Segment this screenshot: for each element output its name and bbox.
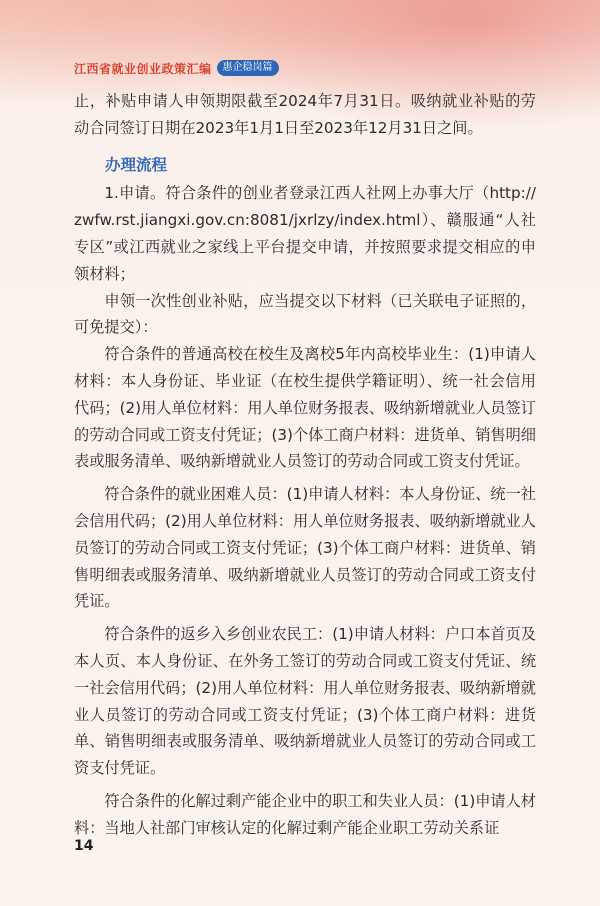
page-number: 14	[74, 838, 94, 854]
spacer	[74, 142, 536, 148]
paragraph-overcapacity-workers: 符合条件的化解过剩产能企业中的职工和失业人员：(1)申请人材料：当地人社部门审核认定的化解过剩产能企业职工劳动关系证	[74, 791, 536, 837]
paragraph-apply: 1.申请。符合条件的创业者登录江西人社网上办事大厅（http://zwfw.rst.jiangxi.gov.cn:8081/jxrlzy/index.html）、赣服通“人社专区”或江西就业之家线上平台提交申请，并按照要求提交相应的申领材料；	[74, 184, 536, 283]
body-text	[74, 88, 536, 842]
section-heading: 办理流程	[105, 155, 168, 174]
paragraph-graduates: 符合条件的普通高校在校生及离校5年内高校毕业生：(1)申请人材料：本人身份证、毕业证（在校生提供学籍证明）、统一社会信用代码；(2)用人单位材料：用人单位财务报表、吸纳新增就业人员签订的劳动合同或工资支付凭证；(3)个体工商户材料：进货单、销售明细表或服务清单、吸纳新增就业人员签订的劳动合同或工资支付凭证。	[74, 345, 536, 471]
header-title: 江西省就业创业政策汇编	[74, 61, 212, 76]
running-header	[74, 58, 279, 78]
paragraph-continuation: 止，补贴申请人申领期限截至2024年7月31日。吸纳就业补贴的劳动合同签订日期在2023年1月1日至2023年12月31日之间。	[74, 92, 536, 137]
paragraph-materials-intro: 申领一次性创业补贴，应当提交以下材料（已关联电子证照的，可免提交）：	[74, 291, 536, 337]
paragraph-migrant-workers: 符合条件的返乡入乡创业农民工：(1)申请人材料：户口本首页及本人页、本人身份证、在外务工签订的劳动合同或工资支付凭证、统一社会信用代码；(2)用人单位材料：用人单位财务报表、吸纳新增就业人员签订的劳动合同或工资支付凭证；(3)个体工商户材料：进货单、销售明细表或服务清单、吸纳新增就业人员签订的劳动合同或工资支付凭证。	[74, 625, 536, 778]
paragraph-difficult-employment: 符合条件的就业困难人员：(1)申请人材料：本人身份证、统一社会信用代码；(2)用人单位材料：用人单位财务报表、吸纳新增就业人员签订的劳动合同或工资支付凭证；(3)个体工商户材料：进货单、销售明细表或服务清单、吸纳新增就业人员签订的劳动合同或工资支付凭证。	[74, 485, 536, 611]
header-badge: 惠企稳岗篇	[217, 60, 279, 76]
